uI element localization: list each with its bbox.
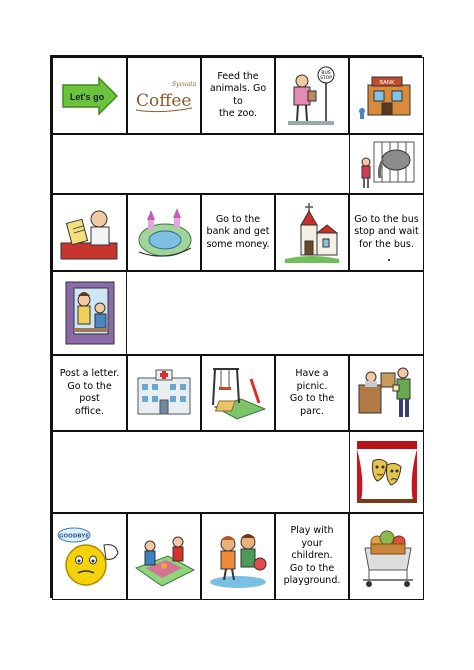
empty-inner-area — [52, 134, 349, 194]
arrow-start-icon — [59, 76, 121, 116]
bus-stop-square[interactable] — [349, 194, 424, 271]
picnic-picture-square[interactable] — [127, 513, 201, 600]
post-office-text: Post a letter. Go to the post office. — [59, 368, 120, 417]
picnic-blanket-icon — [132, 524, 196, 590]
hospital-icon — [134, 368, 194, 418]
window-clerk-icon — [60, 278, 120, 348]
playground-picture-square[interactable] — [201, 355, 275, 431]
goodbye-picture-square[interactable] — [52, 513, 127, 600]
man-reading-menu-icon — [57, 203, 123, 263]
goodbye-sign: GOODBYE — [58, 533, 89, 539]
goodbye-smiley-icon — [56, 521, 124, 593]
zoo-text: Feed the animals. Go to the zoo. — [209, 70, 267, 119]
elephant-icon — [356, 138, 418, 190]
theater-picture-square[interactable] — [349, 431, 424, 513]
picnic-text: Have a picnic. Go to the parc. — [289, 368, 335, 417]
bus-stop-text: Go to the bus stop and wait for the bus. — [354, 213, 419, 250]
bank-sign: BANK — [378, 79, 395, 86]
children-playing-icon — [206, 522, 270, 592]
post-counter-picture-square[interactable] — [349, 355, 424, 431]
coffee-sign-icon — [132, 76, 196, 116]
post-office-picture-square[interactable] — [52, 271, 127, 355]
empty-inner-area-3 — [52, 431, 349, 513]
cafe-picture-square[interactable] — [52, 194, 127, 271]
shopping-picture-square[interactable] — [349, 513, 424, 600]
cafe-script: Sycuata — [172, 80, 196, 88]
theater-masks-icon — [355, 439, 419, 505]
bus-stop-icon — [282, 63, 342, 129]
svg-text:STOP: STOP — [320, 75, 332, 81]
picnic-square[interactable] — [275, 355, 349, 431]
hospital-picture-square[interactable] — [127, 355, 201, 431]
cafe-sign: Coffee — [136, 90, 192, 111]
playground-text: Play with your children. Go to the playground. — [283, 525, 341, 587]
bus-stop-picture-square[interactable] — [275, 57, 349, 134]
church-picture-square[interactable] — [275, 194, 349, 271]
zoo-square[interactable] — [201, 57, 275, 134]
swing-icon — [207, 363, 269, 423]
dot-mark — [388, 259, 390, 261]
start-label: Let's go — [69, 91, 104, 102]
zoo-picture-square[interactable] — [349, 134, 424, 194]
playground-square[interactable] — [275, 513, 349, 600]
park-icon — [133, 204, 195, 262]
bank-square[interactable] — [201, 194, 275, 271]
post-counter-icon — [355, 361, 419, 425]
start-square[interactable] — [52, 57, 127, 134]
amusement-park-picture-square[interactable] — [127, 194, 201, 271]
shopping-cart-icon — [355, 522, 419, 592]
cafe-square[interactable] — [127, 57, 201, 134]
empty-inner-area-2 — [127, 271, 424, 355]
bank-text: Go to the bank and get some money. — [206, 213, 270, 250]
post-office-square[interactable] — [52, 355, 127, 431]
playing-children-picture-square[interactable] — [201, 513, 275, 600]
bus-sign-text: BUS — [321, 70, 331, 76]
bank-picture-square[interactable] — [349, 57, 424, 134]
church-icon — [283, 201, 341, 265]
bank-building-icon — [356, 71, 418, 121]
game-board — [50, 55, 422, 598]
